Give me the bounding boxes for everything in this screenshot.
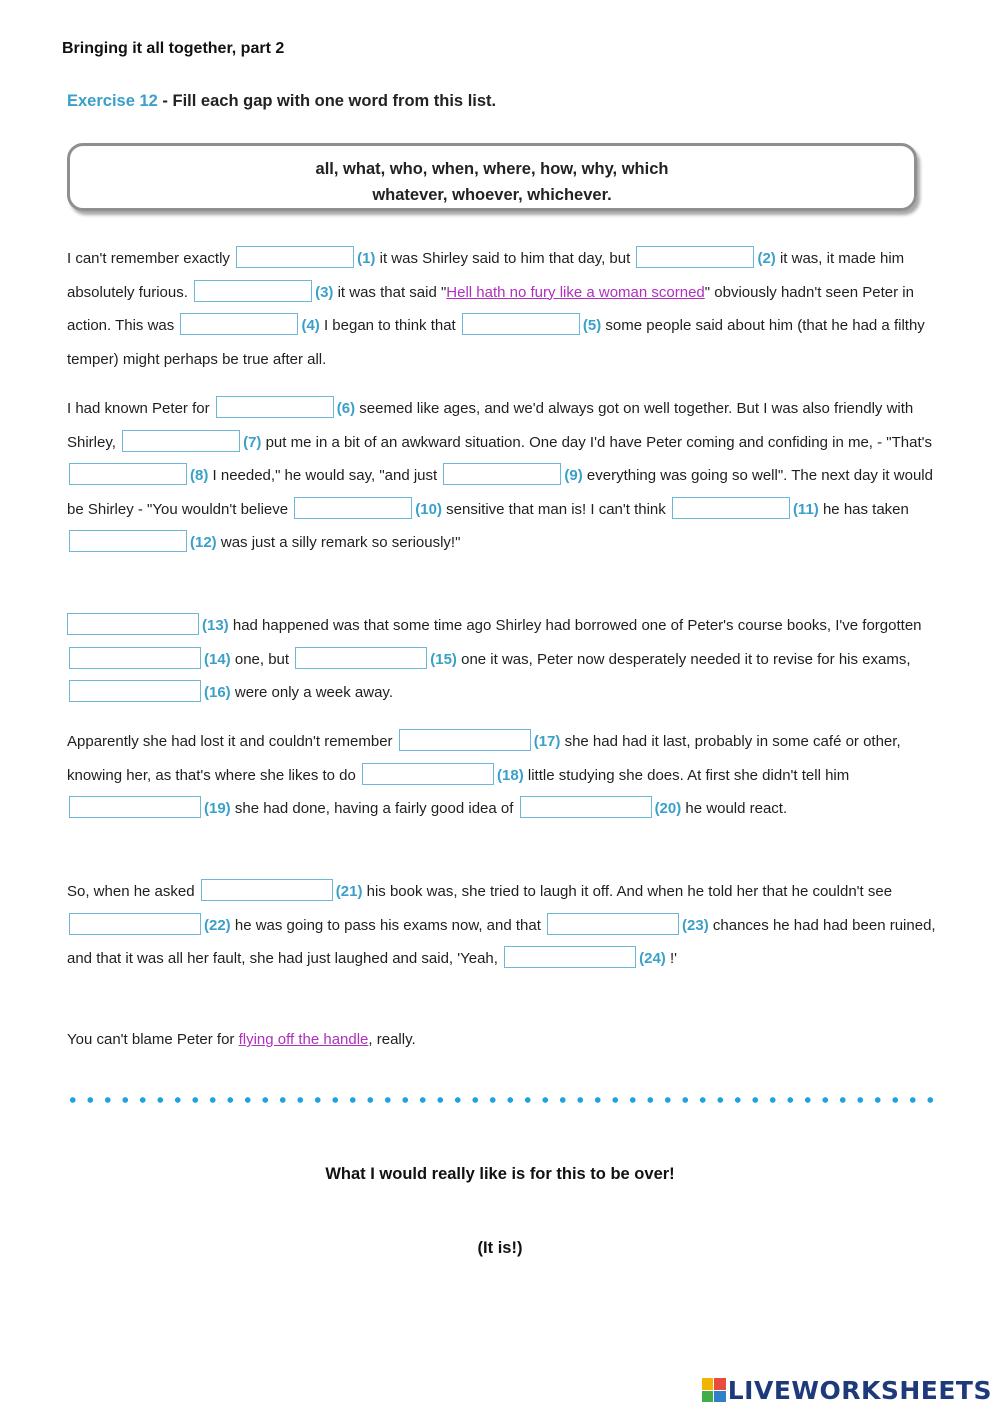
text: it was that said " [333, 283, 447, 301]
text: Apparently she had lost it and couldn't remember [67, 733, 397, 750]
gap-number: (10) [415, 500, 442, 518]
gap-number: (11) [792, 500, 819, 518]
gap-input-22[interactable] [69, 913, 201, 935]
text: I had known Peter for [67, 400, 214, 417]
text: she had done, having a fairly good idea of [230, 800, 518, 818]
text: seemed like ages, and we'd always got on well together. But I was also friendly with Shirley, [67, 400, 914, 451]
gap-input-23[interactable] [547, 913, 679, 935]
gap-number: (22) [204, 916, 231, 934]
paragraph-2 [67, 392, 937, 560]
paragraph-1 [67, 242, 937, 376]
word-list-line-2: whatever, whoever, whichever. [372, 186, 612, 204]
paragraph-3 [67, 609, 937, 710]
gap-number: (23) [682, 916, 709, 934]
gap-number: (12) [190, 534, 217, 552]
gap-number: (15) [430, 650, 457, 668]
gap-input-6[interactable] [216, 396, 334, 418]
gap-number: (1) [357, 250, 376, 267]
text: one it was, Peter now desperately needed it to revise for his exams, [456, 650, 911, 668]
exercise-label: Exercise 12 [67, 92, 158, 110]
exercise-heading [67, 92, 496, 111]
text: one, but [230, 650, 294, 668]
text: she had had it last, probably in some café or other, knowing her, as that's where she likes to do [67, 733, 901, 784]
idiom-link[interactable]: flying off the handle [238, 1031, 369, 1048]
page-title: Bringing it all together, part 2 [62, 40, 285, 57]
paragraph-5 [67, 875, 937, 976]
liveworksheets-logo [702, 1375, 992, 1405]
text: he has taken [818, 500, 909, 518]
text: , really. [368, 1031, 416, 1048]
text: I needed," he would say, "and just [208, 467, 442, 485]
gap-input-24[interactable] [504, 946, 636, 968]
text: sensitive that man is! I can't think [441, 500, 670, 518]
gap-number: (19) [204, 800, 231, 818]
gap-input-19[interactable] [69, 796, 201, 818]
closing-line: What I would really like is for this to be over! [325, 1165, 675, 1183]
gap-number: (4) [301, 317, 320, 335]
gap-input-15[interactable] [295, 647, 427, 669]
word-list-box [67, 143, 917, 211]
gap-input-21[interactable] [201, 879, 333, 901]
gap-number: (8) [190, 467, 209, 485]
gap-input-11[interactable] [672, 497, 790, 519]
gap-input-1[interactable] [236, 246, 354, 268]
gap-input-13[interactable] [67, 613, 199, 635]
text: had happened was that some time ago Shirley had borrowed one of Peter's course books, I've forgotten [228, 617, 922, 634]
text: he would react. [681, 800, 788, 818]
gap-input-20[interactable] [520, 796, 652, 818]
gap-number: (17) [533, 733, 561, 750]
gap-number: (20) [654, 800, 682, 818]
gap-input-2[interactable] [636, 246, 754, 268]
gap-input-7[interactable] [122, 430, 240, 452]
gap-number: (18) [497, 766, 524, 784]
gap-input-17[interactable] [399, 729, 531, 751]
gap-number: (13) [202, 617, 229, 634]
text: it was Shirley said to him that day, but [375, 250, 635, 267]
gap-input-12[interactable] [69, 530, 187, 552]
closing-remark: (It is!) [477, 1239, 523, 1257]
gap-number: (16) [204, 684, 231, 702]
text: put me in a bit of an awkward situation. One day I'd have Peter coming and confiding in me, - "That's [261, 433, 932, 451]
gap-input-3[interactable] [194, 280, 312, 302]
paragraph-6 [67, 1023, 937, 1057]
gap-input-14[interactable] [69, 647, 201, 669]
gap-number: (24) [639, 950, 666, 968]
gap-input-4[interactable] [180, 313, 298, 335]
dotted-divider [64, 1095, 938, 1105]
gap-input-10[interactable] [294, 497, 412, 519]
gap-input-16[interactable] [69, 680, 201, 702]
text: was just a silly remark so seriously!" [216, 534, 461, 552]
text: his book was, she tried to laugh it off. And when he told her that he couldn't see [362, 883, 893, 900]
text: everything was going so well". The next day it would be Shirley - "You wouldn't believe [67, 467, 933, 518]
text: I began to think that [319, 317, 460, 335]
gap-number: (6) [336, 400, 356, 417]
text: he was going to pass his exams now, and that [230, 916, 546, 934]
gap-input-18[interactable] [362, 763, 494, 785]
logo-text: LIVEWORKSHEETS [727, 1375, 992, 1405]
text: You can't blame Peter for [67, 1031, 239, 1048]
gap-number: (7) [243, 433, 262, 451]
gap-number: (5) [582, 317, 602, 335]
text: some people said about him (that he had a filthy temper) might perhaps be true after all. [67, 317, 925, 368]
gap-number: (3) [315, 283, 334, 301]
text: it was, it made him absolutely furious. [67, 250, 905, 301]
gap-number: (9) [564, 467, 583, 485]
gap-input-9[interactable] [443, 463, 561, 485]
text: were only a week away. [230, 684, 393, 702]
exercise-instruction: - Fill each gap with one word from this list. [157, 92, 497, 110]
gap-number: (21) [335, 883, 363, 900]
text: " obviously hadn't seen Peter in action. This was [67, 283, 914, 335]
logo-mark-icon [702, 1378, 726, 1402]
paragraph-4 [67, 725, 937, 826]
idiom-link[interactable]: Hell hath no fury like a woman scorned [446, 283, 705, 301]
text: !' [665, 950, 678, 968]
gap-number: (14) [204, 650, 231, 668]
text: little studying she does. At first she didn't tell him [523, 766, 850, 784]
gap-number: (2) [757, 250, 776, 267]
text: I can't remember exactly [67, 250, 235, 267]
text: So, when he asked [67, 883, 199, 900]
gap-input-8[interactable] [69, 463, 187, 485]
word-list-line-1: all, what, who, when, where, how, why, which [315, 160, 669, 178]
text: chances he had had been ruined, and that it was all her fault, she had just laughed and said, 'Yeah, [67, 916, 936, 968]
gap-input-5[interactable] [462, 313, 580, 335]
